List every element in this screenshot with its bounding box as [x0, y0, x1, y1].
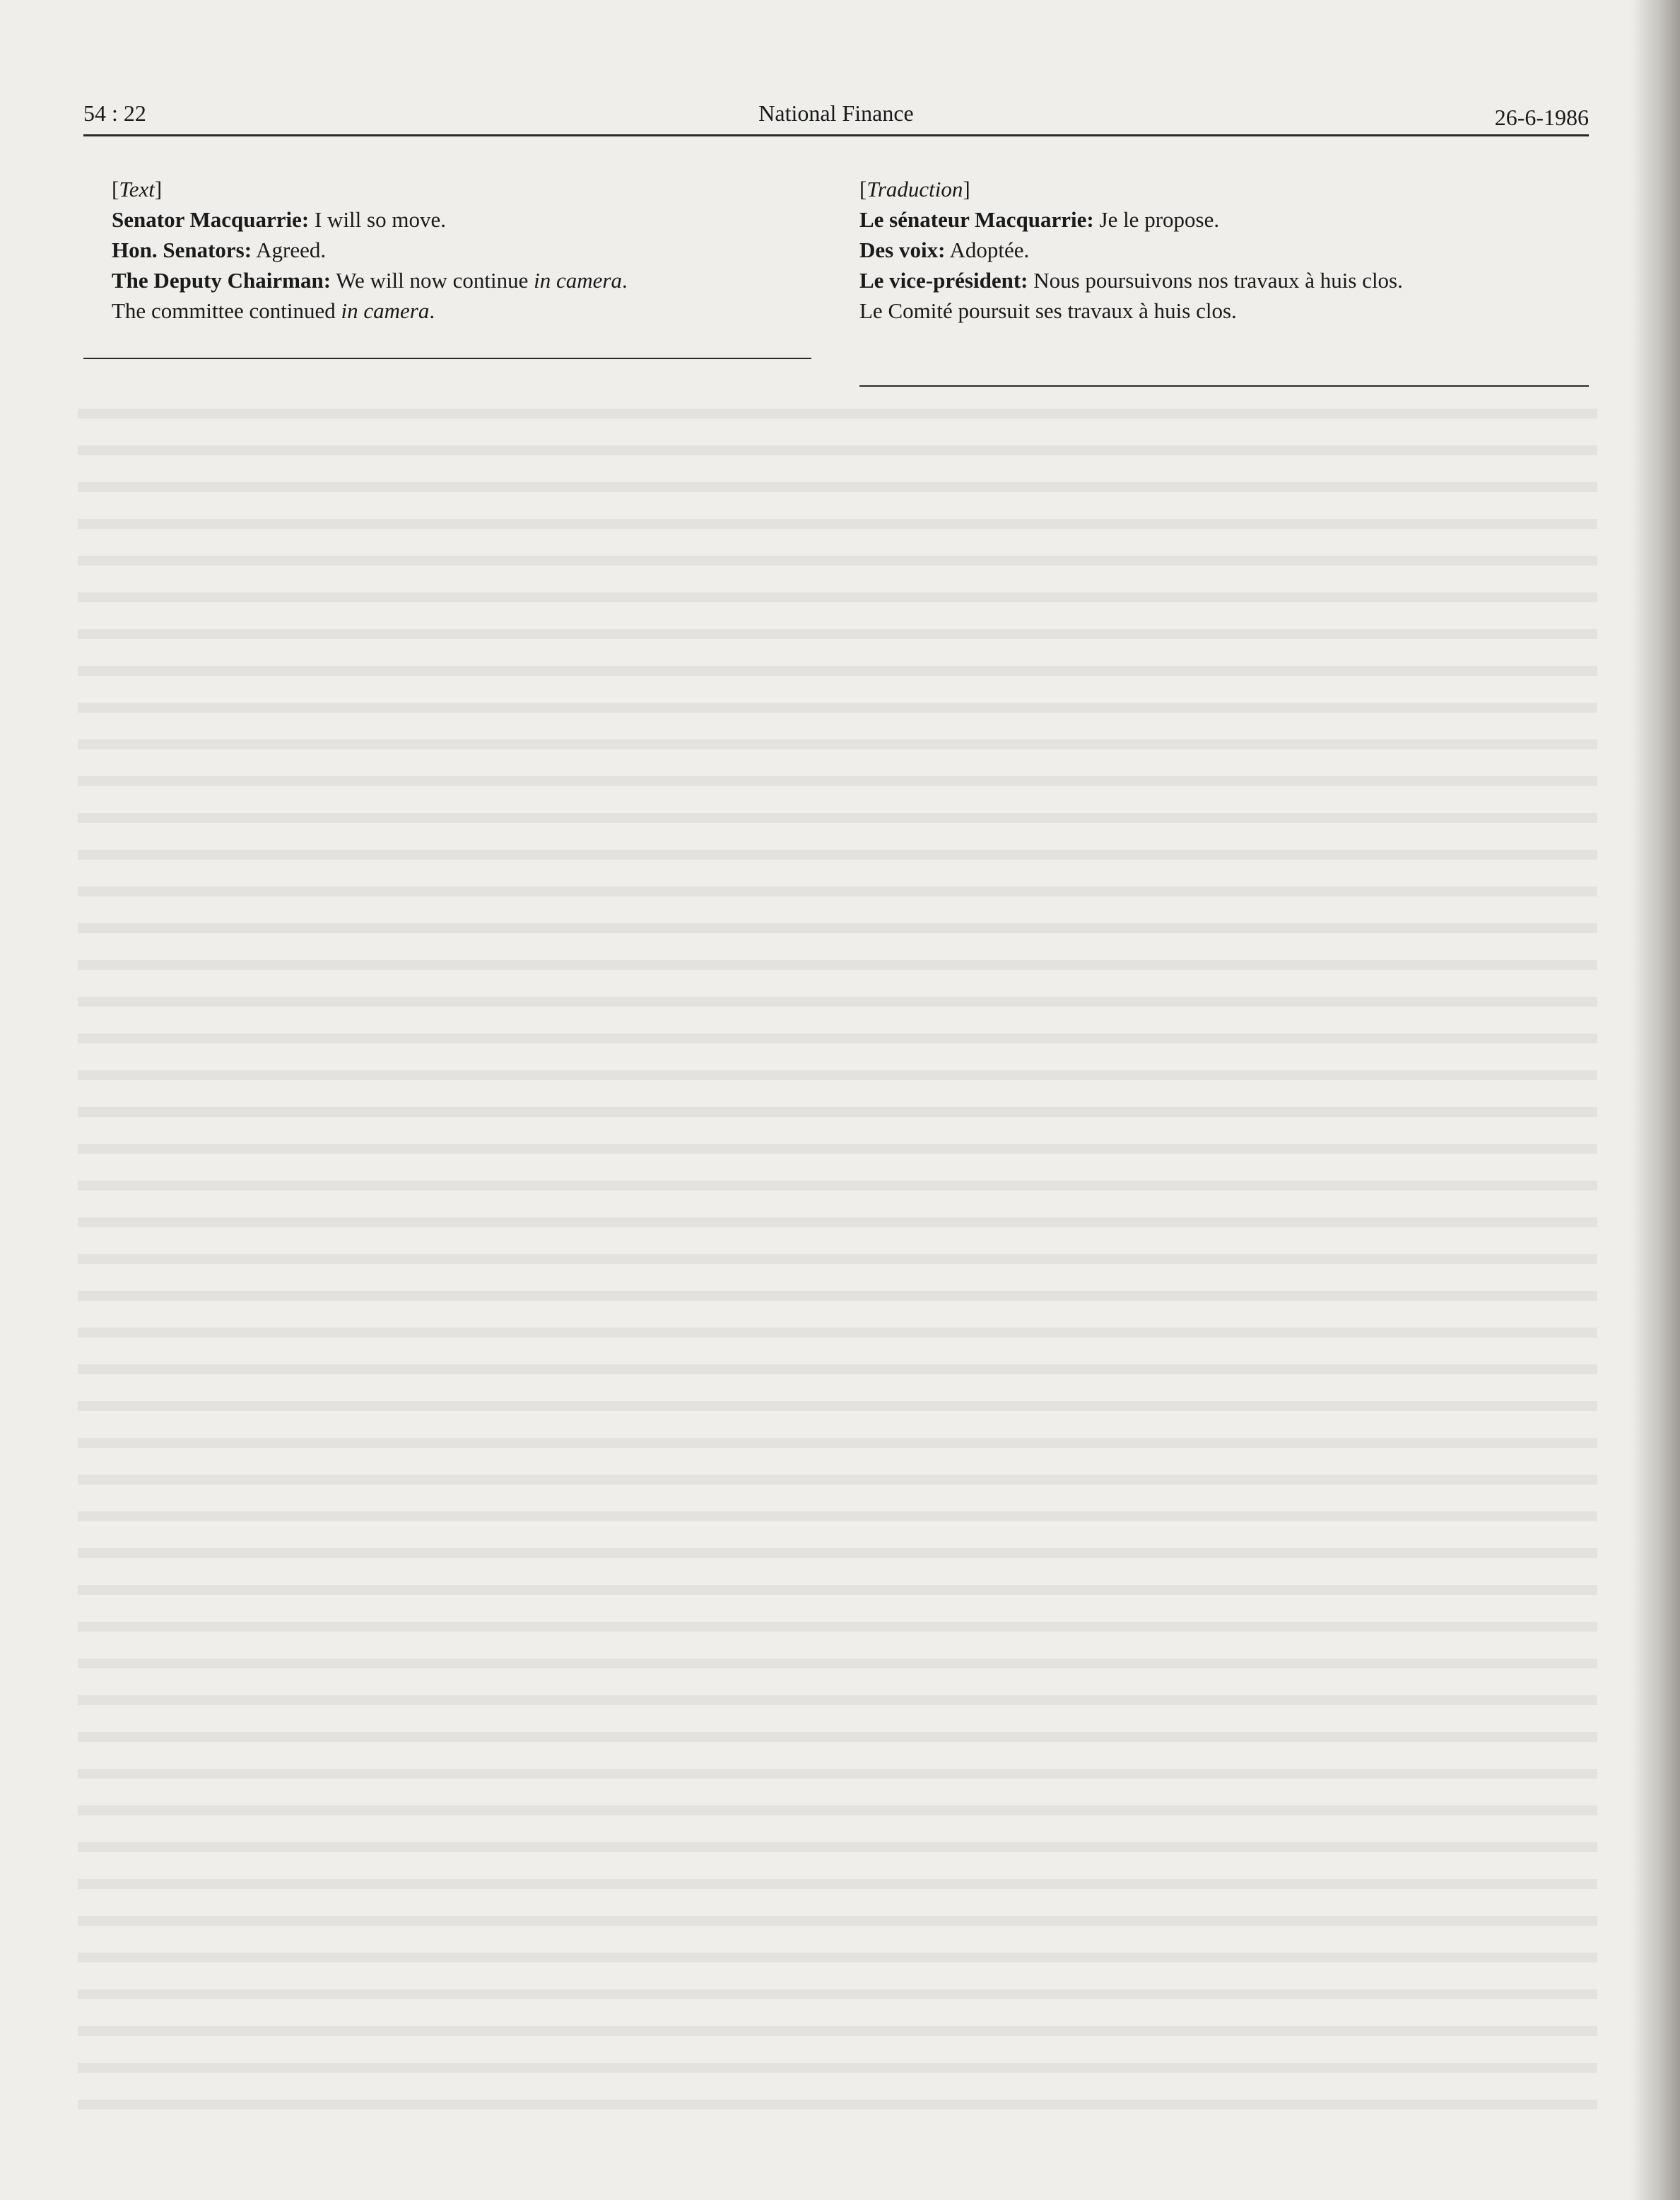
french-end-rule — [859, 385, 1589, 387]
transcript-line — [112, 204, 826, 235]
transcript-line — [859, 265, 1587, 296]
publication-title: National Finance — [758, 100, 914, 126]
english-column — [112, 174, 826, 326]
page-date: 26-6-1986 — [1494, 105, 1589, 130]
closing-note: Le Comité poursuit ses travaux à huis clos. — [859, 298, 1237, 323]
speaker-name: Le vice-président: — [859, 268, 1028, 293]
closing-note: The committee continued in camera. — [112, 298, 435, 323]
closing-emphasis: in camera — [341, 298, 430, 323]
running-header — [83, 100, 1589, 136]
english-end-rule — [83, 358, 811, 359]
french-column — [859, 174, 1587, 326]
speech-text: Je le propose. — [1093, 207, 1220, 232]
bleed-through-texture — [78, 382, 1597, 2135]
transcript-line: The Deputy Chairman: We will now continue in camera. — [112, 268, 628, 293]
speech-emphasis: in camera — [534, 268, 622, 293]
speech-text: We will now continue — [331, 268, 534, 293]
transcript-line — [859, 204, 1587, 235]
speech-text: I will so move. — [309, 207, 446, 232]
french-tag: [Traduction] — [859, 177, 970, 201]
speaker-name: The Deputy Chairman: — [112, 268, 331, 293]
page-number: 54 : 22 — [83, 100, 146, 126]
speaker-name: Hon. Senators: — [112, 238, 252, 262]
speech-text: Adoptée. — [945, 238, 1030, 262]
speaker-name: Senator Macquarrie: — [112, 207, 310, 232]
speaker-name: Des voix: — [859, 238, 946, 262]
header-rule — [83, 134, 1589, 136]
transcript-line — [859, 235, 1587, 265]
english-tag: [Text] — [112, 177, 163, 201]
speech-text: Nous poursuivons nos travaux à huis clos. — [1028, 268, 1403, 293]
speech-text: Agreed. — [252, 238, 327, 262]
transcript-line — [112, 235, 826, 265]
speaker-name: Le sénateur Macquarrie: — [859, 207, 1094, 232]
page-spine-shadow — [1631, 0, 1680, 2200]
